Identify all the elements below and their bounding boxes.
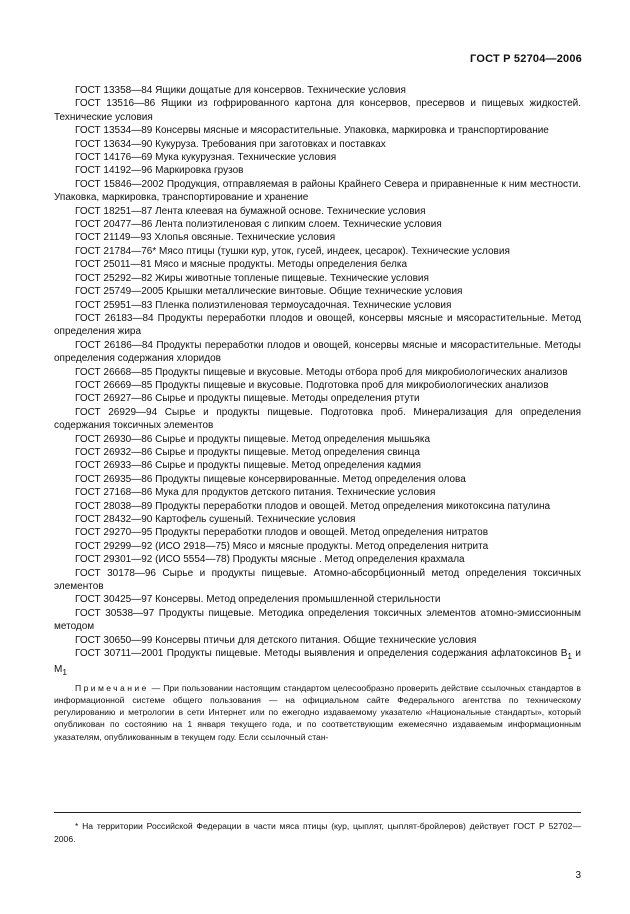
reference-item: ГОСТ 13634—90 Кукуруза. Требования при заготовках и поставках xyxy=(75,138,386,150)
reference-item: ГОСТ 25951—83 Пленка полиэтиленовая термоусадочная. Технические условия xyxy=(75,299,452,311)
reference-item: ГОСТ 21149—93 Хлопья овсяные. Технические условия xyxy=(75,232,336,244)
reference-item: ГОСТ 26935—86 Продукты пищевые консервированные. Метод определения олова xyxy=(75,473,466,485)
reference-item: ГОСТ 26930—86 Сырье и продукты пищевые. Метод определения мышьяка xyxy=(75,433,431,445)
reference-item: ГОСТ 20477—86 Лента полиэтиленовая с липким слоем. Технические условия xyxy=(75,219,442,231)
reference-item: ГОСТ 26669—85 Продукты пищевые и вкусовые. Подготовка проб для микробиологических анализов xyxy=(75,379,549,391)
reference-item: ГОСТ 30650—99 Консервы птичьи для детского питания. Общие технические условия xyxy=(75,634,477,646)
note-text: — При пользовании настоящим стандартом целесообразно проверить действие ссылочных стандартов в информационной системе общего пользования — на официальном сайте Федерального агентства по техническому регулированию и метрологии в сети Интернет или по ежегодно издаваемому указателю «Национальные стандарты», который опубликован по состоянию на 1 января текущего года, и по соответствующим ежемесячно издаваемым информационным указателям, опубликованным в текущем году. Если ссылочный стан- xyxy=(54,682,581,742)
footnote: * На территории Российской Федерации в части мяса птицы (кур, цыплят, цыплят-бройлеров) действует ГОСТ Р 52702—2006. xyxy=(54,821,581,844)
references-list xyxy=(54,84,581,751)
reference-item: ГОСТ 13358—84 Ящики дощатые для консервов. Технические условия xyxy=(75,85,406,96)
reference-item: ГОСТ 26668—85 Продукты пищевые и вкусовые. Методы отбора проб для микробиологических анализов xyxy=(75,366,568,378)
reference-item: ГОСТ 25292—82 Жиры животные топленые пищевые. Технические условия xyxy=(75,272,429,284)
reference-item: ГОСТ 27168—86 Мука для продуктов детского питания. Технические условия xyxy=(75,487,436,499)
reference-item: ГОСТ 13516—86 Ящики из гофрированного картона для консервов, пресервов и пищевых жидкостей. Технические условия xyxy=(54,98,581,123)
reference-item: ГОСТ 26932—86 Сырье и продукты пищевые. Метод определения свинца xyxy=(75,446,420,458)
reference-item: ГОСТ 25749—2005 Крышки металлические винтовые. Общие технические условия xyxy=(75,286,463,298)
page-number: 3 xyxy=(575,870,581,881)
reference-item: ГОСТ 25011—81 Мясо и мясные продукты. Методы определения белка xyxy=(75,259,408,271)
reference-item: ГОСТ 26929—94 Сырье и продукты пищевые. Подготовка проб. Минерализация для определения содержания токсичных элементов xyxy=(54,406,581,432)
reference-item: ГОСТ 28038—89 Продукты переработки плодов и овощей. Метод определения микотоксина патулина xyxy=(75,500,551,512)
reference-text: ГОСТ 30711—2001 Продукты пищевые. Методы выявления и определения содержания афлатоксинов В xyxy=(75,648,568,660)
reference-item: ГОСТ 14176—69 Мука кукурузная. Технические условия xyxy=(75,152,337,164)
reference-item: ГОСТ 29299—92 (ИСО 2918—75) Мясо и мясные продукты. Метод определения нитрита xyxy=(75,540,489,552)
reference-item: ГОСТ 30178—96 Сырье и продукты пищевые. Атомно-абсорбционный метод определения токсичных элементов xyxy=(54,567,581,593)
reference-item: ГОСТ 26933—86 Сырье и продукты пищевые. Метод определения кадмия xyxy=(75,460,422,472)
subscript: 1 xyxy=(62,667,67,678)
footnote-divider xyxy=(54,812,581,813)
reference-item: ГОСТ 21784—76* Мясо птицы (тушки кур, уток, гусей, индеек, цесарок). Технические условия xyxy=(75,245,510,257)
reference-item: ГОСТ 15846—2002 Продукция, отправляемая в районы Крайнего Севера и приравненные к ним местности. Упаковка, маркировка, транспортирование и хранение xyxy=(54,178,581,204)
reference-item: ГОСТ 30538—97 Продукты пищевые. Методика определения токсичных элементов атомно-эмиссионным методом xyxy=(54,607,581,633)
reference-item: ГОСТ 26186—84 Продукты переработки плодов и овощей, консервы мясные и мясорастительные. Методы определения содержания хлоридов xyxy=(54,339,581,365)
reference-item: ГОСТ 26927—86 Сырье и продукты пищевые. Методы определения ртути xyxy=(75,393,420,405)
reference-item-aflatoxins xyxy=(54,647,581,680)
subscript: 1 xyxy=(567,651,573,662)
note-label: Примечание xyxy=(75,682,149,693)
reference-item: ГОСТ 26183—84 Продукты переработки плодов и овощей, консервы мясные и мясорастительные. Метод определения жира xyxy=(54,312,581,338)
document-header: ГОСТ Р 52704—2006 xyxy=(470,53,582,65)
reference-item: ГОСТ 29301—92 (ИСО 5554—78) Продукты мясные . Метод определения крахмала xyxy=(75,554,465,566)
reference-item: ГОСТ 28432—90 Картофель сушеный. Технические условия xyxy=(75,514,356,525)
note-paragraph xyxy=(54,682,581,743)
reference-item: ГОСТ 18251—87 Лента клеевая на бумажной основе. Технические условия xyxy=(75,205,426,217)
reference-item: ГОСТ 29270—95 Продукты переработки плодов и овощей. Метод определения нитратов xyxy=(75,527,489,539)
reference-text-mid: и М xyxy=(54,648,581,676)
reference-item: ГОСТ 14192—96 Маркировка грузов xyxy=(75,165,244,177)
reference-item: ГОСТ 30425—97 Консервы. Метод определения промышленной стерильности xyxy=(75,594,441,606)
reference-item: ГОСТ 13534—89 Консервы мясные и мясорастительные. Упаковка, маркировка и транспортирование xyxy=(75,125,549,137)
